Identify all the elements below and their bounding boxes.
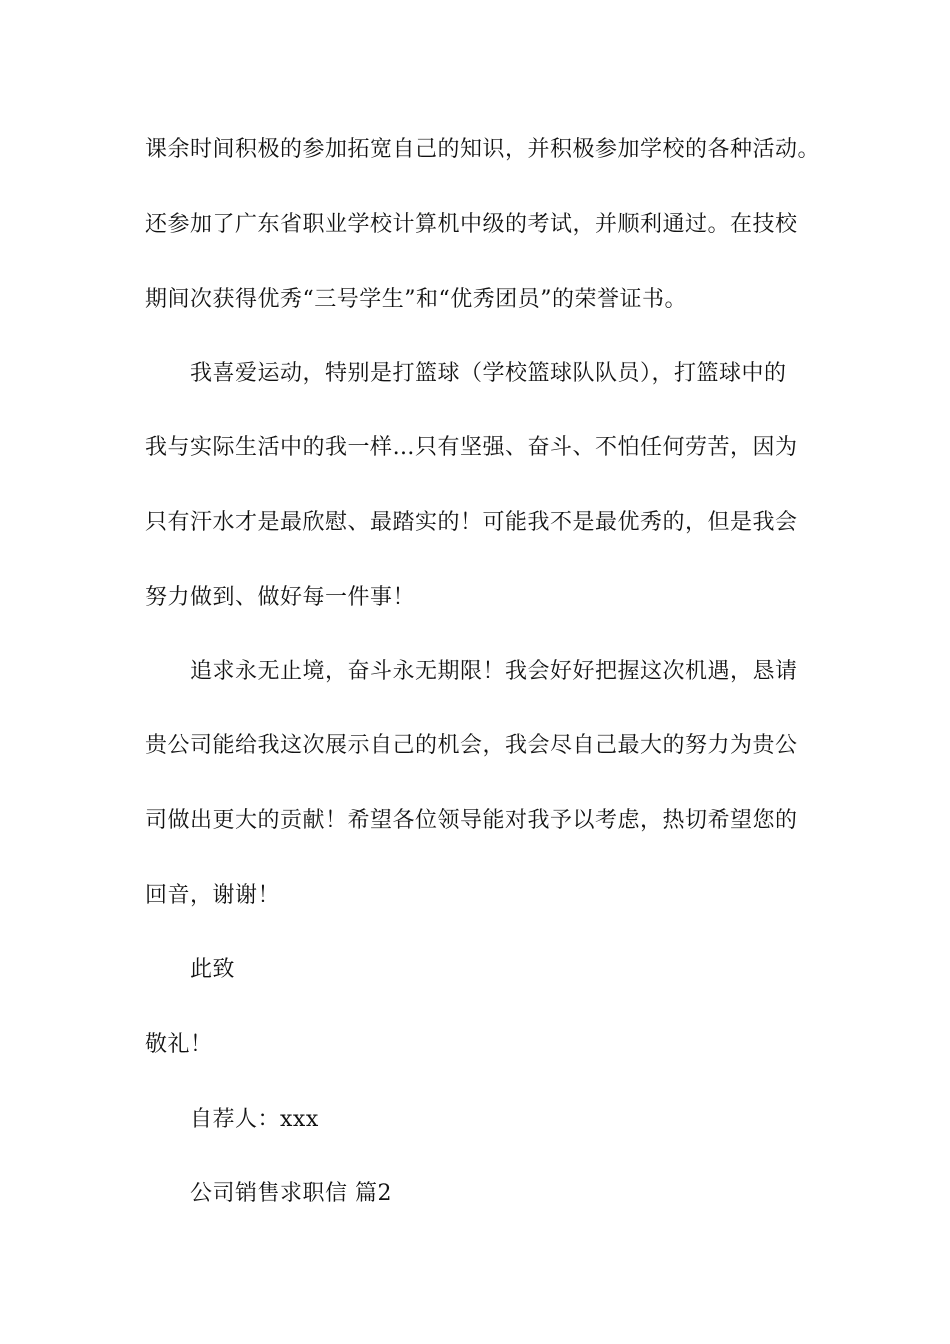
- section-heading: 公司销售求职信 篇2: [190, 1181, 392, 1206]
- paragraph-line: 回音，谢谢！: [145, 883, 281, 908]
- paragraph-line: 司做出更大的贡献！希望各位领导能对我予以考虑，热切希望您的: [145, 808, 798, 833]
- paragraph-line: 追求永无止境，奋斗永无期限！我会好好把握这次机遇，恳请: [190, 659, 798, 684]
- paragraph-line: 我喜爱运动，特别是打篮球（学校篮球队队员），打篮球中的: [190, 361, 787, 386]
- paragraph-line: 期间次获得优秀“三号学生”和“优秀团员”的荣誉证书。: [145, 287, 687, 312]
- signature-line: 自荐人：xxx: [190, 1107, 319, 1132]
- paragraph-line: 只有汗水才是最欣慰、最踏实的！可能我不是最优秀的，但是我会: [145, 510, 798, 535]
- paragraph-line: 课余时间积极的参加拓宽自己的知识，并积极参加学校的各种活动。: [145, 137, 821, 162]
- paragraph-line: 我与实际生活中的我一样…只有坚强、奋斗、不怕任何劳苦，因为: [145, 435, 798, 460]
- paragraph-line: 还参加了广东省职业学校计算机中级的考试，并顺利通过。在技校: [145, 212, 798, 237]
- closing-regards: 敬礼！: [145, 1032, 213, 1057]
- paragraph-line: 贵公司能给我这次展示自己的机会，我会尽自己最大的努力为贵公: [145, 733, 798, 758]
- closing-salutation: 此致: [190, 957, 236, 982]
- paragraph-line: 努力做到、做好每一件事！: [145, 585, 416, 610]
